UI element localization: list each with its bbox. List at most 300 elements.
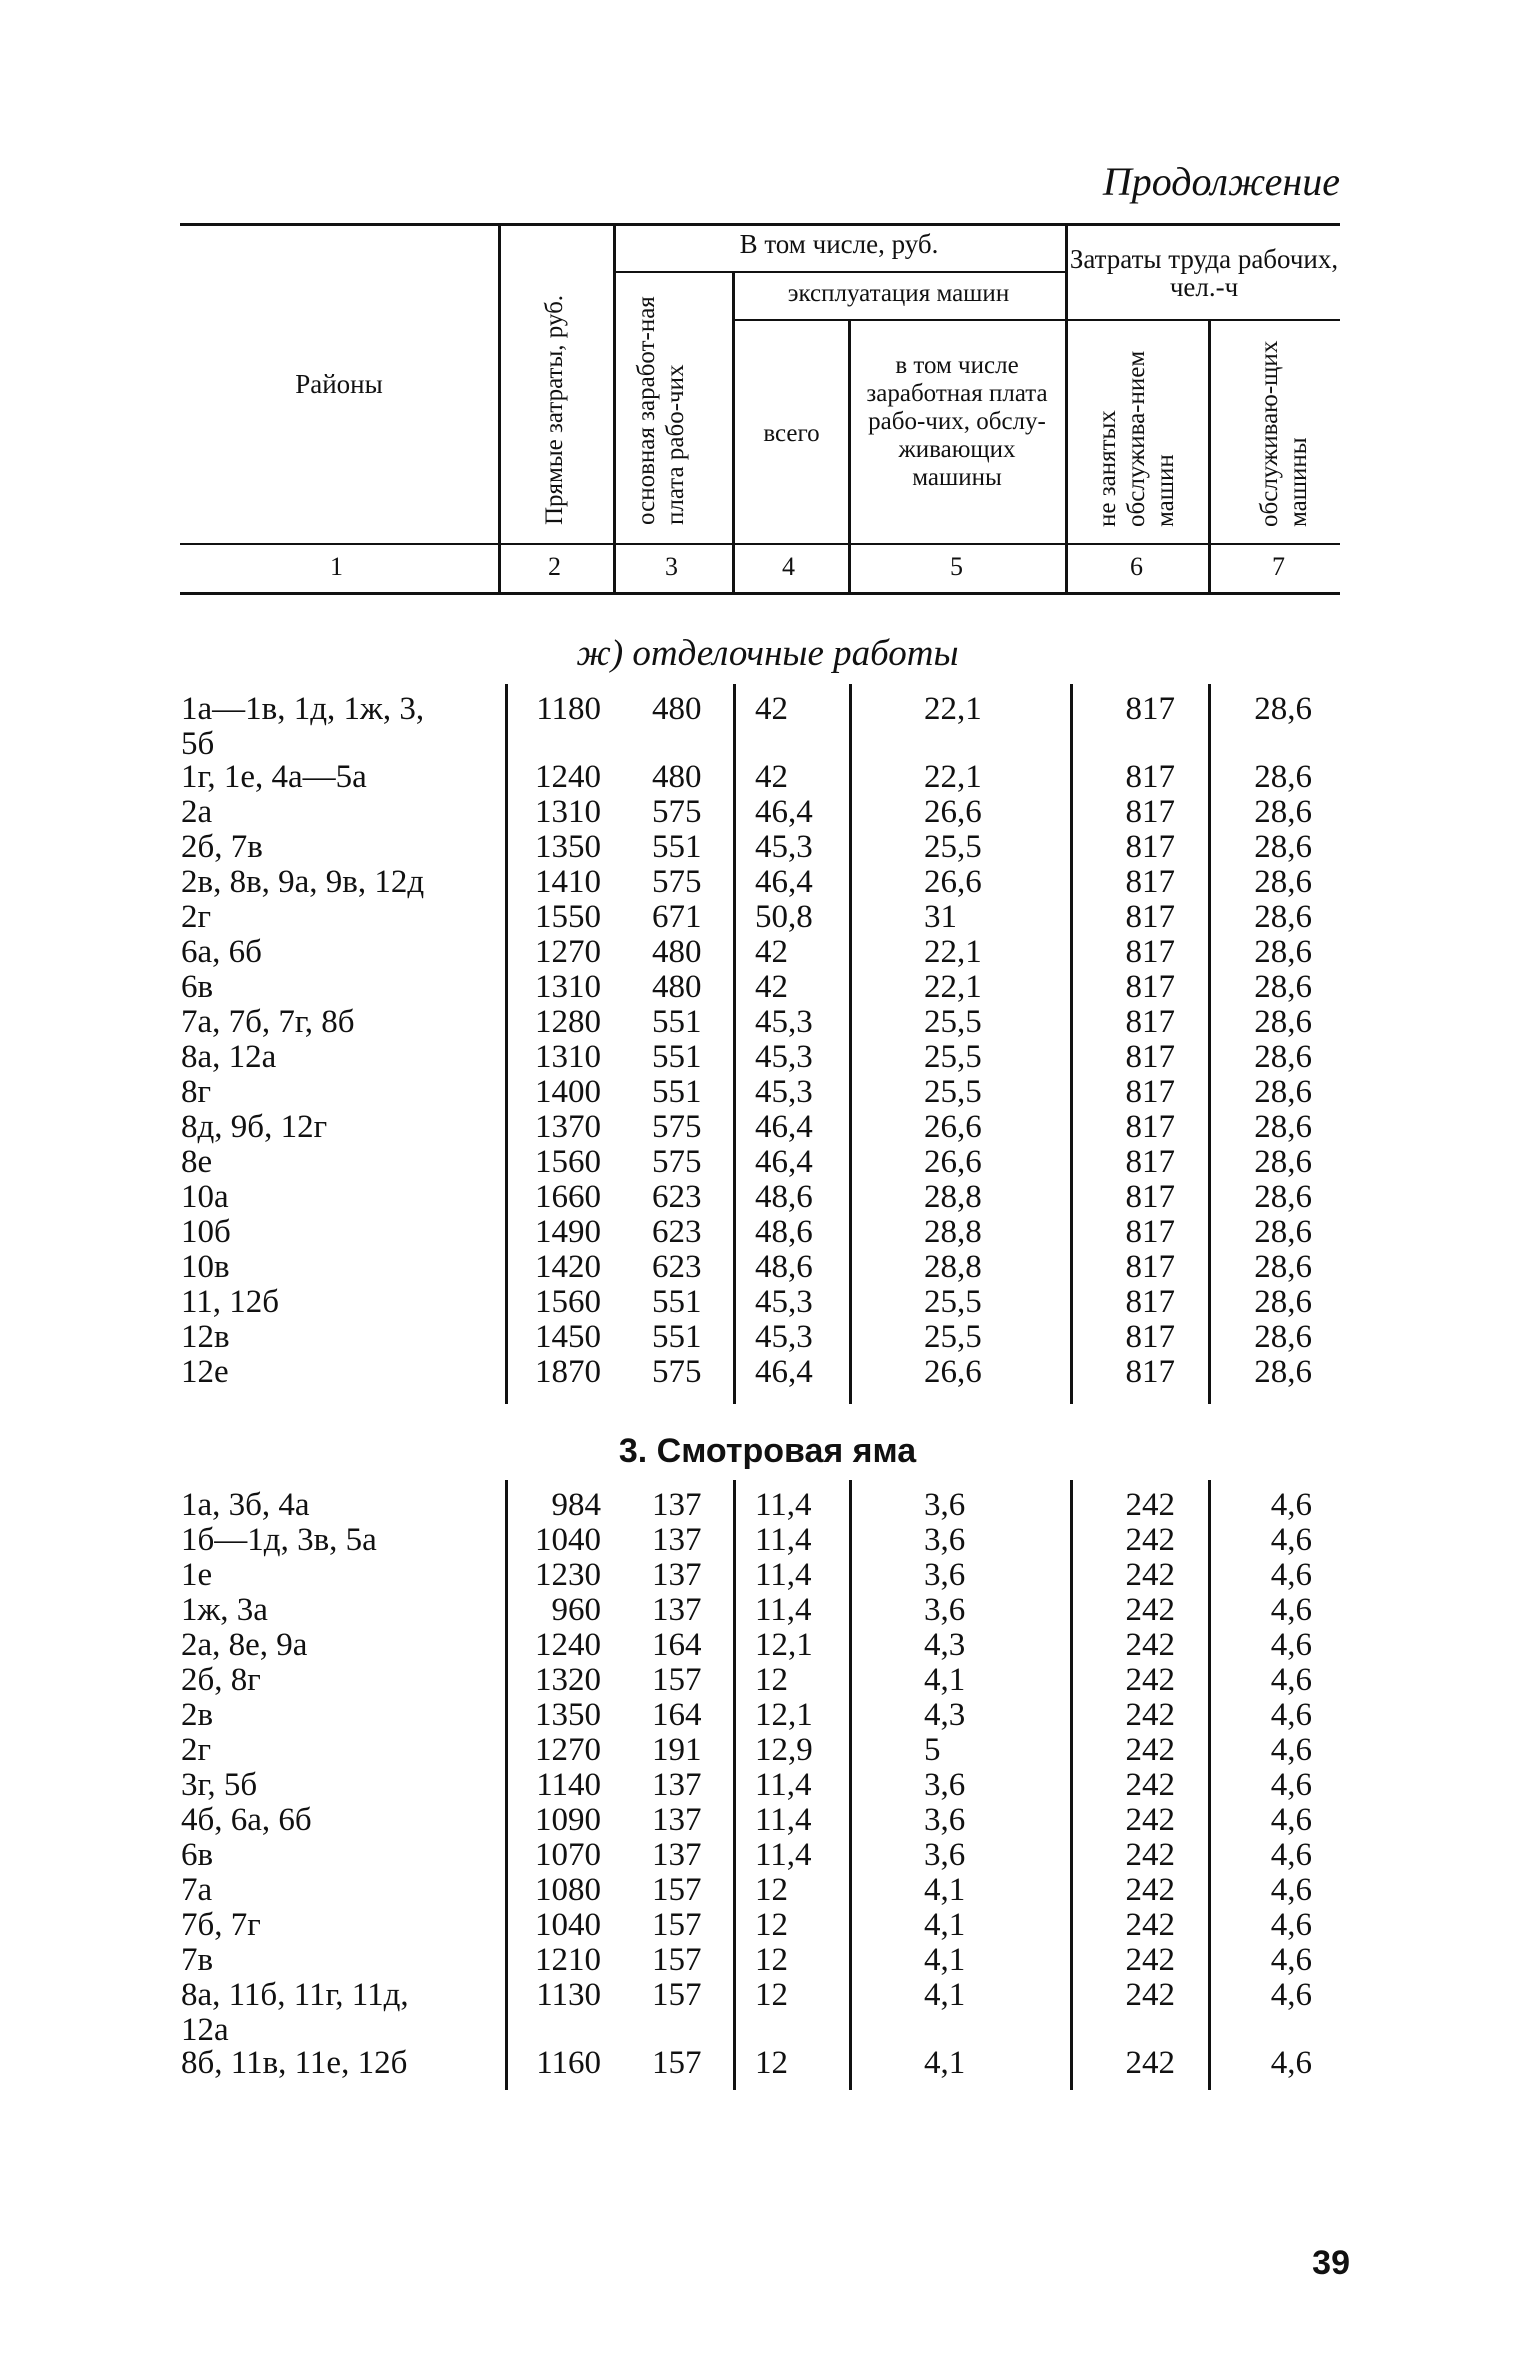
- labor-other-cell: 242: [1125, 1522, 1175, 1558]
- table-row: [0, 760, 1535, 795]
- table-row: [0, 1943, 1535, 1978]
- base-wage-cell: 551: [652, 1284, 702, 1320]
- base-wage-cell: 623: [652, 1214, 702, 1250]
- machines-total-cell: 46,4: [755, 794, 813, 830]
- labor-machines-cell: 28,6: [1254, 1074, 1312, 1110]
- header-group-cost: В том числе, руб.: [739, 229, 939, 259]
- table-row: [0, 1908, 1535, 1943]
- table-row: [0, 1978, 1535, 2013]
- header-vline: [498, 226, 501, 592]
- district-cell: 10в: [181, 1249, 230, 1285]
- machines-total-cell: 11,4: [755, 1802, 812, 1838]
- direct-costs-cell: 1160: [536, 2045, 601, 2081]
- machines-wage-cell: 26,6: [924, 1354, 982, 1390]
- direct-costs-cell: 1350: [535, 1697, 601, 1733]
- direct-costs-cell: 1140: [536, 1767, 601, 1803]
- machines-total-cell: 42: [755, 759, 788, 795]
- table-row-continuation: [0, 727, 1535, 762]
- table-row: [0, 1285, 1535, 1320]
- base-wage-cell: 157: [652, 1977, 702, 2013]
- machines-wage-cell: 25,5: [924, 1039, 982, 1075]
- machines-total-cell: 11,4: [755, 1837, 812, 1873]
- machines-wage-cell: 28,8: [924, 1179, 982, 1215]
- base-wage-cell: 137: [652, 1592, 702, 1628]
- machines-total-cell: 45,3: [755, 829, 813, 865]
- base-wage-cell: 157: [652, 1662, 702, 1698]
- table-row: [0, 1040, 1535, 1075]
- district-cell: 12е: [181, 1354, 229, 1390]
- continuation-label: Продолжение: [1102, 159, 1340, 204]
- table-row: [0, 1110, 1535, 1145]
- table-row: [0, 1215, 1535, 1250]
- base-wage-cell: 480: [652, 691, 702, 727]
- page-number: 39: [1312, 2244, 1350, 2282]
- district-cell: 2б, 8г: [181, 1662, 261, 1698]
- base-wage-cell: 575: [652, 794, 702, 830]
- machines-total-cell: 12,1: [755, 1627, 813, 1663]
- labor-other-cell: 817: [1125, 899, 1175, 935]
- labor-other-cell: 242: [1125, 1627, 1175, 1663]
- base-wage-cell: 551: [652, 1074, 702, 1110]
- base-wage-cell: 575: [652, 864, 702, 900]
- district-cell: 8а, 12а: [181, 1039, 277, 1075]
- labor-machines-cell: 28,6: [1254, 1319, 1312, 1355]
- labor-machines-cell: 28,6: [1254, 691, 1312, 727]
- direct-costs-cell: 1370: [535, 1109, 601, 1145]
- machines-wage-cell: 4,1: [924, 2045, 966, 2081]
- direct-costs-cell: 1560: [535, 1144, 601, 1180]
- machines-total-cell: 11,4: [755, 1487, 812, 1523]
- labor-machines-cell: 4,6: [1270, 1767, 1312, 1803]
- labor-machines-cell: 28,6: [1254, 794, 1312, 830]
- labor-other-cell: 242: [1125, 1802, 1175, 1838]
- machines-total-cell: 42: [755, 691, 788, 727]
- direct-costs-cell: 1040: [535, 1522, 601, 1558]
- direct-costs-cell: 1410: [535, 864, 601, 900]
- table-row: [0, 1873, 1535, 1908]
- header-base-wage: [632, 275, 690, 525]
- table-row-continuation: [0, 2013, 1535, 2048]
- machines-wage-cell: 22,1: [924, 759, 982, 795]
- machines-wage-cell: 4,1: [924, 1662, 966, 1698]
- labor-machines-cell: 4,6: [1270, 1592, 1312, 1628]
- direct-costs-cell: 1320: [535, 1662, 601, 1698]
- labor-other-cell: 817: [1125, 934, 1175, 970]
- machines-total-cell: 45,3: [755, 1004, 813, 1040]
- base-wage-cell: 575: [652, 1354, 702, 1390]
- base-wage-cell: 137: [652, 1802, 702, 1838]
- machines-total-cell: 11,4: [755, 1522, 812, 1558]
- labor-machines-cell: 28,6: [1254, 1354, 1312, 1390]
- table-row: [0, 1250, 1535, 1285]
- direct-costs-cell: 1210: [535, 1942, 601, 1978]
- machines-total-cell: 48,6: [755, 1179, 813, 1215]
- machines-total-cell: 46,4: [755, 864, 813, 900]
- table-row: [0, 1075, 1535, 1110]
- machines-total-cell: 42: [755, 969, 788, 1005]
- direct-costs-cell: 1280: [535, 1004, 601, 1040]
- table-row: [0, 1180, 1535, 1215]
- machines-wage-cell: 4,1: [924, 1872, 966, 1908]
- labor-other-cell: 817: [1125, 1144, 1175, 1180]
- labor-machines-cell: 4,6: [1270, 1977, 1312, 2013]
- machines-wage-cell: 25,5: [924, 1004, 982, 1040]
- base-wage-cell: 137: [652, 1837, 702, 1873]
- labor-machines-cell: 4,6: [1270, 1907, 1312, 1943]
- direct-costs-cell: 1310: [535, 794, 601, 830]
- district-cell: 6в: [181, 969, 214, 1005]
- labor-other-cell: 817: [1125, 794, 1175, 830]
- direct-costs-cell: 1040: [535, 1907, 601, 1943]
- labor-machines-cell: 4,6: [1270, 1487, 1312, 1523]
- direct-costs-cell: 1490: [535, 1214, 601, 1250]
- district-cell: 7в: [181, 1942, 214, 1978]
- district-cell: 2в: [181, 1697, 214, 1733]
- direct-costs-cell: 1070: [535, 1837, 601, 1873]
- machines-wage-cell: 25,5: [924, 1284, 982, 1320]
- table-row: [0, 692, 1535, 727]
- machines-wage-cell: 28,8: [924, 1249, 982, 1285]
- column-number: 6: [1130, 552, 1143, 581]
- base-wage-cell: 575: [652, 1109, 702, 1145]
- direct-costs-cell: 984: [551, 1487, 601, 1523]
- header-hline: [732, 319, 1065, 321]
- labor-other-cell: 242: [1125, 1557, 1175, 1593]
- section-title-finishing: ж) отделочные работы: [576, 633, 959, 674]
- machines-total-cell: 50,8: [755, 899, 813, 935]
- district-cell: 1а—1в, 1д, 1ж, 3,: [181, 691, 425, 727]
- machines-wage-cell: 4,1: [924, 1977, 966, 2013]
- column-number: 5: [950, 552, 963, 581]
- machines-total-cell: 48,6: [755, 1214, 813, 1250]
- labor-machines-cell: 28,6: [1254, 1179, 1312, 1215]
- labor-machines-cell: 4,6: [1270, 1802, 1312, 1838]
- header-top-rule: [180, 223, 1340, 226]
- base-wage-cell: 137: [652, 1557, 702, 1593]
- table-row: [0, 865, 1535, 900]
- table-row: [0, 1005, 1535, 1040]
- base-wage-cell: 551: [652, 1004, 702, 1040]
- labor-machines-cell: 4,6: [1270, 1942, 1312, 1978]
- labor-other-cell: 817: [1125, 691, 1175, 727]
- labor-machines-cell: 4,6: [1270, 1662, 1312, 1698]
- labor-other-cell: 817: [1125, 1004, 1175, 1040]
- table-row: [0, 1698, 1535, 1733]
- district-cell: 8е: [181, 1144, 213, 1180]
- header-labor-other-text: не занятых обслужива-нием машин: [1094, 350, 1179, 527]
- labor-machines-cell: 4,6: [1270, 1872, 1312, 1908]
- labor-machines-cell: 28,6: [1254, 1144, 1312, 1180]
- base-wage-cell: 623: [652, 1249, 702, 1285]
- district-cell: 2в, 8в, 9а, 9в, 12д: [181, 864, 425, 900]
- base-wage-cell: 157: [652, 1942, 702, 1978]
- machines-wage-cell: 26,6: [924, 1109, 982, 1145]
- machines-wage-cell: 3,6: [924, 1767, 966, 1803]
- header-hline: [1065, 319, 1340, 321]
- machines-total-cell: 45,3: [755, 1284, 813, 1320]
- labor-other-cell: 817: [1125, 829, 1175, 865]
- machines-total-cell: 45,3: [755, 1039, 813, 1075]
- district-cell: 1е: [181, 1557, 213, 1593]
- direct-costs-cell: 1240: [535, 759, 601, 795]
- labor-machines-cell: 28,6: [1254, 864, 1312, 900]
- district-cell: 2а, 8е, 9а: [181, 1627, 308, 1663]
- machines-wage-cell: 4,1: [924, 1942, 966, 1978]
- base-wage-cell: 480: [652, 969, 702, 1005]
- district-cell: 3г, 5б: [181, 1767, 258, 1803]
- labor-machines-cell: 4,6: [1270, 1697, 1312, 1733]
- machines-wage-cell: 4,1: [924, 1907, 966, 1943]
- machines-wage-cell: 28,8: [924, 1214, 982, 1250]
- direct-costs-cell: 1660: [535, 1179, 601, 1215]
- table-row: [0, 1488, 1535, 1523]
- numbers-bottom-rule: [180, 592, 1340, 595]
- table-row: [0, 1523, 1535, 1558]
- header-labor-machines: [1255, 327, 1313, 527]
- district-cell: 2б, 7в: [181, 829, 263, 865]
- labor-other-cell: 242: [1125, 1662, 1175, 1698]
- base-wage-cell: 157: [652, 1907, 702, 1943]
- machines-total-cell: 12: [755, 1942, 788, 1978]
- table-row: [0, 1145, 1535, 1180]
- table-row: [0, 1733, 1535, 1768]
- table-row: [0, 1768, 1535, 1803]
- machines-total-cell: 46,4: [755, 1144, 813, 1180]
- machines-wage-cell: 22,1: [924, 969, 982, 1005]
- column-number: 4: [782, 552, 795, 581]
- labor-machines-cell: 28,6: [1254, 1004, 1312, 1040]
- district-cell-continuation: 5б: [181, 726, 215, 762]
- labor-machines-cell: 4,6: [1270, 1837, 1312, 1873]
- table-row: [0, 1628, 1535, 1663]
- district-cell: 7а: [181, 1872, 213, 1908]
- direct-costs-cell: 1090: [535, 1802, 601, 1838]
- base-wage-cell: 623: [652, 1179, 702, 1215]
- labor-other-cell: 817: [1125, 1319, 1175, 1355]
- district-cell: 1ж, 3а: [181, 1592, 268, 1628]
- district-cell: 7б, 7г: [181, 1907, 261, 1943]
- labor-other-cell: 242: [1125, 1767, 1175, 1803]
- direct-costs-cell: 1420: [535, 1249, 601, 1285]
- header-group-labor: Затраты труда рабочих, чел.-ч: [1069, 244, 1339, 302]
- machines-total-cell: 48,6: [755, 1249, 813, 1285]
- labor-other-cell: 817: [1125, 1354, 1175, 1390]
- table-row: [0, 900, 1535, 935]
- direct-costs-cell: 1310: [535, 1039, 601, 1075]
- direct-costs-cell: 1560: [535, 1284, 601, 1320]
- table-row: [0, 830, 1535, 865]
- header-districts: Районы: [295, 369, 383, 399]
- machines-wage-cell: 3,6: [924, 1837, 966, 1873]
- labor-machines-cell: 28,6: [1254, 1249, 1312, 1285]
- district-cell: 8г: [181, 1074, 212, 1110]
- machines-wage-cell: 26,6: [924, 1144, 982, 1180]
- machines-total-cell: 12,1: [755, 1697, 813, 1733]
- base-wage-cell: 164: [652, 1697, 702, 1733]
- direct-costs-cell: 1130: [536, 1977, 601, 2013]
- machines-total-cell: 11,4: [755, 1557, 812, 1593]
- labor-machines-cell: 28,6: [1254, 969, 1312, 1005]
- machines-wage-cell: 26,6: [924, 794, 982, 830]
- direct-costs-cell: 1550: [535, 899, 601, 935]
- labor-other-cell: 817: [1125, 1109, 1175, 1145]
- table-row: [0, 1803, 1535, 1838]
- direct-costs-cell: 1450: [535, 1319, 601, 1355]
- machines-total-cell: 11,4: [755, 1767, 812, 1803]
- machines-wage-cell: 22,1: [924, 934, 982, 970]
- direct-costs-cell: 1230: [535, 1557, 601, 1593]
- labor-other-cell: 817: [1125, 1214, 1175, 1250]
- district-cell: 8д, 9б, 12г: [181, 1109, 328, 1145]
- direct-costs-cell: 960: [551, 1592, 601, 1628]
- labor-machines-cell: 28,6: [1254, 1109, 1312, 1145]
- machines-wage-cell: 26,6: [924, 864, 982, 900]
- district-cell: 11, 12б: [181, 1284, 280, 1320]
- labor-machines-cell: 28,6: [1254, 759, 1312, 795]
- base-wage-cell: 137: [652, 1522, 702, 1558]
- header-hline: [613, 271, 1065, 273]
- base-wage-cell: 671: [652, 899, 702, 935]
- machines-wage-cell: 3,6: [924, 1522, 966, 1558]
- header-machines-total: всего: [763, 420, 820, 447]
- table-row: [0, 970, 1535, 1005]
- labor-other-cell: 817: [1125, 864, 1175, 900]
- base-wage-cell: 157: [652, 1872, 702, 1908]
- header-labor-other: [1093, 327, 1180, 527]
- direct-costs-cell: 1270: [535, 934, 601, 970]
- machines-total-cell: 12: [755, 2045, 788, 2081]
- table-row: [0, 795, 1535, 830]
- direct-costs-cell: 1240: [535, 1627, 601, 1663]
- table-row: [0, 1320, 1535, 1355]
- district-cell-continuation: 12а: [181, 2012, 229, 2048]
- district-cell: 2г: [181, 899, 212, 935]
- machines-wage-cell: 5: [924, 1732, 941, 1768]
- header-vline: [1208, 320, 1211, 592]
- labor-machines-cell: 28,6: [1254, 934, 1312, 970]
- district-cell: 1г, 1е, 4а—5а: [181, 759, 367, 795]
- table-row: [0, 2046, 1535, 2081]
- machines-wage-cell: 4,3: [924, 1627, 966, 1663]
- direct-costs-cell: 1270: [535, 1732, 601, 1768]
- machines-total-cell: 12: [755, 1662, 788, 1698]
- machines-wage-cell: 25,5: [924, 1074, 982, 1110]
- district-cell: 8б, 11в, 11е, 12б: [181, 2045, 408, 2081]
- column-number: 1: [330, 552, 343, 581]
- labor-other-cell: 242: [1125, 2045, 1175, 2081]
- district-cell: 10б: [181, 1214, 231, 1250]
- labor-machines-cell: 4,6: [1270, 1732, 1312, 1768]
- district-cell: 1б—1д, 3в, 5а: [181, 1522, 377, 1558]
- machines-total-cell: 42: [755, 934, 788, 970]
- district-cell: 10а: [181, 1179, 229, 1215]
- labor-other-cell: 817: [1125, 1074, 1175, 1110]
- machines-wage-cell: 31: [924, 899, 957, 935]
- header-vline: [613, 226, 616, 592]
- header-vline: [848, 320, 851, 592]
- labor-other-cell: 242: [1125, 1487, 1175, 1523]
- header-bottom-rule: [180, 543, 1340, 545]
- header-labor-machines-text: обслуживаю-щих машины: [1256, 340, 1312, 527]
- machines-wage-cell: 3,6: [924, 1487, 966, 1523]
- table-row: [0, 1663, 1535, 1698]
- machines-wage-cell: 4,3: [924, 1697, 966, 1733]
- labor-other-cell: 817: [1125, 969, 1175, 1005]
- machines-wage-cell: 25,5: [924, 829, 982, 865]
- district-cell: 7а, 7б, 7г, 8б: [181, 1004, 355, 1040]
- labor-other-cell: 242: [1125, 1872, 1175, 1908]
- base-wage-cell: 551: [652, 1039, 702, 1075]
- district-cell: 6а, 6б: [181, 934, 262, 970]
- labor-machines-cell: 28,6: [1254, 1284, 1312, 1320]
- header-direct-costs: Прямые затраты, руб.: [541, 294, 568, 525]
- table-row: [0, 1838, 1535, 1873]
- labor-other-cell: 817: [1125, 1249, 1175, 1285]
- base-wage-cell: 191: [652, 1732, 702, 1768]
- machines-total-cell: 46,4: [755, 1109, 813, 1145]
- district-cell: 1а, 3б, 4а: [181, 1487, 310, 1523]
- column-number: 7: [1272, 552, 1285, 581]
- column-number: 3: [665, 552, 678, 581]
- direct-costs-cell: 1080: [535, 1872, 601, 1908]
- header-machines-wage: в том числе заработная плата рабо-чих, обслу-живающих машины: [866, 352, 1048, 491]
- machines-total-cell: 45,3: [755, 1319, 813, 1355]
- base-wage-cell: 551: [652, 829, 702, 865]
- table-row: [0, 1558, 1535, 1593]
- labor-machines-cell: 28,6: [1254, 1214, 1312, 1250]
- labor-other-cell: 242: [1125, 1837, 1175, 1873]
- direct-costs-cell: 1180: [536, 691, 601, 727]
- section-title-inspection-pit: 3. Смотровая яма: [618, 1432, 917, 1470]
- labor-machines-cell: 4,6: [1270, 1522, 1312, 1558]
- labor-machines-cell: 4,6: [1270, 1557, 1312, 1593]
- district-cell: 12в: [181, 1319, 230, 1355]
- district-cell: 8а, 11б, 11г, 11д,: [181, 1977, 409, 2013]
- base-wage-cell: 164: [652, 1627, 702, 1663]
- district-cell: 4б, 6а, 6б: [181, 1802, 312, 1838]
- labor-other-cell: 817: [1125, 1039, 1175, 1075]
- header-group-machines: эксплуатация машин: [787, 280, 1010, 307]
- labor-machines-cell: 4,6: [1270, 1627, 1312, 1663]
- labor-other-cell: 817: [1125, 1284, 1175, 1320]
- labor-machines-cell: 4,6: [1270, 2045, 1312, 2081]
- machines-total-cell: 46,4: [755, 1354, 813, 1390]
- machines-total-cell: 12,9: [755, 1732, 813, 1768]
- base-wage-cell: 137: [652, 1487, 702, 1523]
- labor-other-cell: 817: [1125, 1179, 1175, 1215]
- district-cell: 2а: [181, 794, 213, 830]
- table-row: [0, 935, 1535, 970]
- labor-machines-cell: 28,6: [1254, 899, 1312, 935]
- machines-total-cell: 12: [755, 1872, 788, 1908]
- machines-total-cell: 11,4: [755, 1592, 812, 1628]
- district-cell: 2г: [181, 1732, 212, 1768]
- machines-wage-cell: 3,6: [924, 1592, 966, 1628]
- machines-total-cell: 45,3: [755, 1074, 813, 1110]
- labor-other-cell: 242: [1125, 1907, 1175, 1943]
- machines-wage-cell: 22,1: [924, 691, 982, 727]
- base-wage-cell: 480: [652, 759, 702, 795]
- column-number: 2: [548, 552, 561, 581]
- labor-other-cell: 242: [1125, 1732, 1175, 1768]
- labor-other-cell: 817: [1125, 759, 1175, 795]
- labor-machines-cell: 28,6: [1254, 1039, 1312, 1075]
- labor-other-cell: 242: [1125, 1592, 1175, 1628]
- machines-wage-cell: 3,6: [924, 1802, 966, 1838]
- labor-machines-cell: 28,6: [1254, 829, 1312, 865]
- base-wage-cell: 157: [652, 2045, 702, 2081]
- labor-other-cell: 242: [1125, 1977, 1175, 2013]
